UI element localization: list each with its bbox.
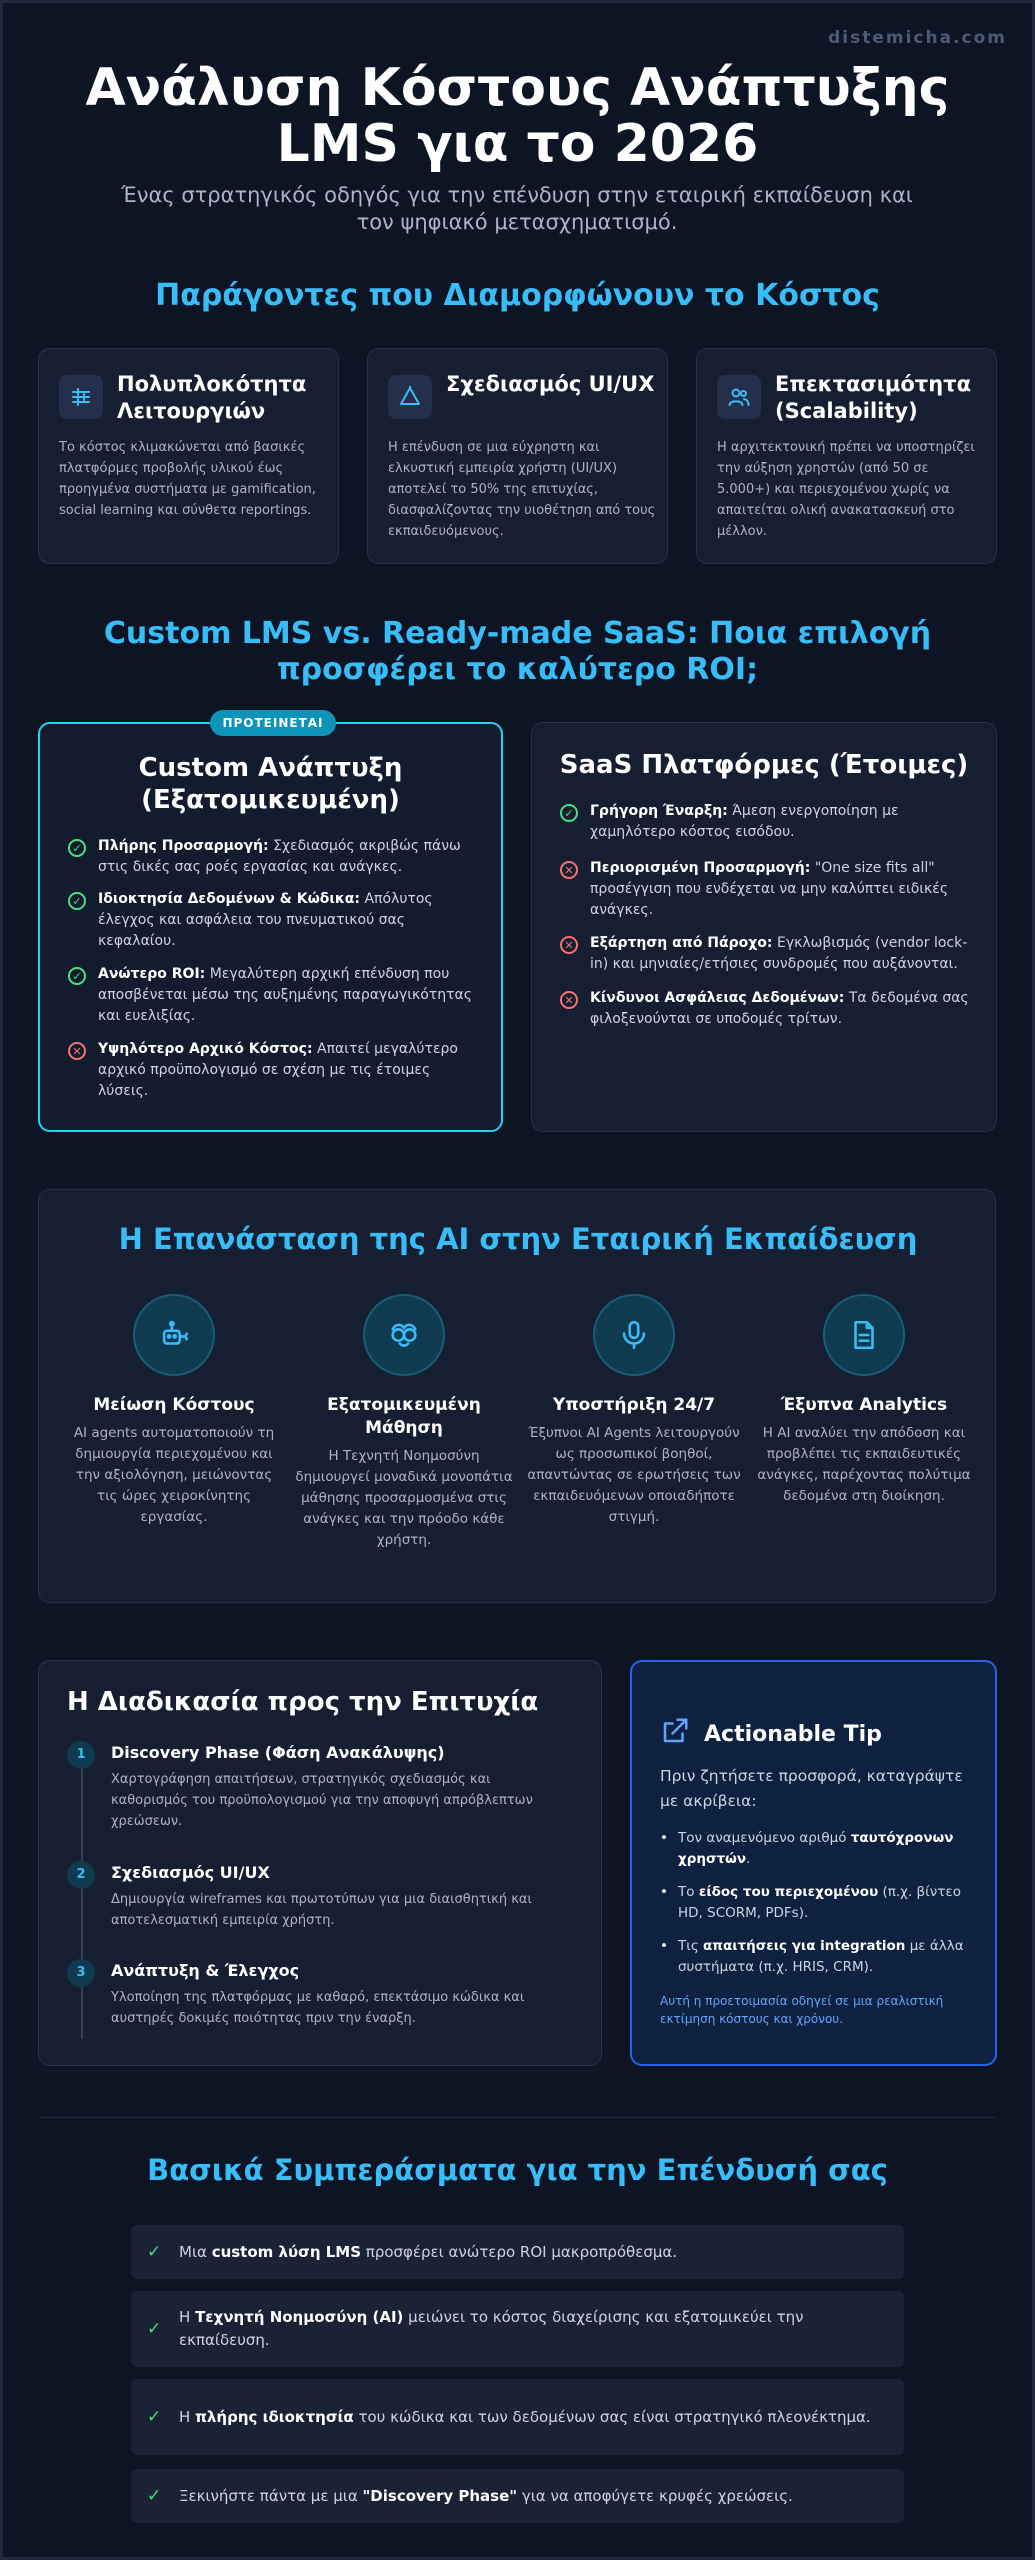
saas-card-title: SaaS Πλατφόρμες (Έτοιμες) [559,750,969,780]
sliders-icon [59,375,103,419]
custom-point [68,1039,478,1102]
ai-feature-text: AI agents αυτοματοποιούν τη δημιουργία περιεχομένου και την αξιολόγηση, μειώνοντας τις ώρες χειροκίνητης εργασίας. [73,1425,275,1525]
factor-card-uiux [367,348,668,564]
step-title: Σχεδιασμός UI/UX [111,1863,270,1882]
factors-title: Παράγοντες που Διαμορφώνουν το Κόστος [155,278,880,313]
saas-point-body: "One size fits all" προσέγγιση που ενδέχεται να μην καλύπτει ειδικές ανάγκες. [590,860,949,918]
custom-point-text [98,836,478,878]
saas-point-text [590,988,970,1030]
custom-point [68,889,478,952]
saas-point-bold: Εξάρτηση από Πάροχο: [590,935,773,951]
saas-point-body: Τα δεδομένα σας φιλοξενούνται σε υποδομές τρίτων. [590,990,969,1027]
custom-point-bold: Ανώτερο ROI: [98,966,206,982]
conclusion-bold: Τεχνητή Νοημοσύνη (AI) [195,2308,404,2326]
tip-title: Actionable Tip [704,1721,882,1747]
saas-point [560,858,970,921]
custom-development-card [38,716,503,1132]
check-circle-icon: ✓ [68,839,86,857]
conclusion-item [131,2379,904,2455]
custom-card-title [40,752,501,816]
tip-item-post: με άλλα συστήματα (π.χ. HRIS, CRM). [678,1938,964,1975]
microphone-icon [593,1294,675,1376]
comparison-title-line-1: Custom LMS vs. Ready-made SaaS: Ποια επιλογή [103,616,932,651]
users-icon [717,375,761,419]
custom-point-body: Απαιτεί μεγαλύτερο αρχικό προϋπολογισμό σε σχέση με τις έτοιμες λύσεις. [98,1041,458,1099]
brand-link[interactable]: distemicha.com [828,28,1007,48]
ai-feature-text: Έξυπνοι AI Agents λειτουργούν ως προσωπικοί βοηθοί, απαντώντας σε ερωτήσεις των εκπαιδευόμενων οποιαδήποτε στιγμή. [527,1425,741,1525]
tip-item-post: (π.χ. βίντεο HD, SCORM, PDFs). [678,1884,961,1921]
ai-feature-cost [64,1294,284,1528]
tip-item [660,1936,980,1978]
tip-item-pre: Τον αναμενόμενο αριθμό [678,1830,851,1846]
ai-feature-analytics [754,1294,974,1507]
saas-point-text [590,858,970,921]
tip-item-pre: Το [678,1884,699,1900]
tip-item-bold: απαιτήσεις για integration [703,1938,906,1954]
conclusion-text [179,2241,677,2264]
step-title: Ανάπτυξη & Έλεγχος [111,1961,300,1980]
checkmark-icon: ✓ [147,2318,162,2339]
custom-point-text [98,1039,478,1102]
tip-list [660,1828,980,1990]
comparison-title-line-2: προσφέρει το καλύτερο ROI; [276,652,759,687]
check-circle-icon: ✓ [68,967,86,985]
conclusion-pre: Ξεκινήστε πάντα με μια [179,2486,363,2505]
custom-point-bold: Ιδιοκτησία Δεδομένων & Κώδικα: [98,891,361,907]
saas-point [560,801,970,843]
custom-point-body: Σχεδιασμός ακριβώς πάνω στις δικές σας ροές εργασίας και ανάγκες. [98,838,461,875]
conclusion-pre: Η [179,2407,196,2426]
saas-point-text [590,801,970,843]
comparison-title [0,616,1035,688]
conclusion-pre: Η [179,2308,196,2326]
step-title: Discovery Phase (Φάση Ανακάλυψης) [111,1743,445,1762]
custom-point-text [98,964,478,1027]
document-analytics-icon [823,1294,905,1376]
factor-text: Η επένδυση σε μια εύχρηστη και ελκυστική εμπειρία χρήστη (UI/UX) αποτελεί το 50% της επιτυχίας, διασφαλίζοντας την υιοθέτηση από τους εκπαιδευόμενους. [388,440,656,539]
conclusion-text [179,2306,888,2352]
conclusions-title: Βασικά Συμπεράσματα για την Επένδυσή σας [147,2153,888,2187]
saas-point-bold: Γρήγορη Έναρξη: [590,803,728,819]
ai-feature-title: Εξατομικευμένη Μάθηση [327,1395,481,1438]
step-number: 2 [67,1861,95,1889]
saas-point-bold: Περιορισμένη Προσαρμογή: [590,860,811,876]
factor-title: Σχεδιασμός UI/UX [446,372,655,396]
x-circle-icon: ✕ [560,991,578,1009]
ai-revolution-section [38,1189,996,1603]
ai-feature-support [524,1294,744,1528]
factor-title: Πολυπλοκότητα Λειτουργιών [117,372,307,423]
saas-point-bold: Κίνδυνοι Ασφάλειας Δεδομένων: [590,990,845,1006]
saas-point [560,933,970,975]
process-title: Η Διαδικασία προς την Επιτυχία [67,1687,539,1717]
custom-card-title-line-2: (Εξατομικευμένη) [141,785,400,815]
conclusion-item [131,2225,904,2279]
x-circle-icon: ✕ [560,861,578,879]
ai-feature-title: Μείωση Κόστους [93,1395,255,1415]
conclusion-item [131,2291,904,2367]
saas-point-text [590,933,970,975]
factor-text: Η αρχιτεκτονική πρέπει να υποστηρίζει την αύξηση χρηστών (από 50 σε 5.000+) και περιεχομένου χωρίς να απαιτείται ολική ανακατασκευή στο μέλλον. [717,440,975,539]
check-circle-icon: ✓ [560,804,578,822]
checkmark-icon: ✓ [147,2406,162,2427]
tip-item-bold: ταυτόχρονων χρηστών [678,1830,954,1867]
x-circle-icon: ✕ [560,936,578,954]
step-text: Υλοποίηση της πλατφόρμας με καθαρό, επεκτάσιμο κώδικα και αυστηρές δοκιμές ποιότητας πριν την έναρξη. [111,1990,525,2026]
step-number: 1 [67,1741,95,1769]
external-link-icon [660,1716,690,1752]
page-subtitle: Ένας στρατηγικός οδηγός για την επένδυση στην εταιρική εκπαίδευση και τον ψηφιακό μετασχηματισμό. [121,183,913,234]
saas-platforms-card [531,722,997,1132]
check-circle-icon: ✓ [68,892,86,910]
page-title-line-1: Ανάλυση Κόστους Ανάπτυξης [85,58,950,118]
conclusion-bold: custom λύση LMS [211,2242,362,2261]
factor-card-complexity [38,348,339,564]
factor-card-scalability [696,348,997,564]
conclusion-pre: Μια [179,2242,212,2261]
timeline-line [81,1761,83,2039]
custom-point-bold: Υψηλότερο Αρχικό Κόστος: [98,1041,313,1057]
robot-icon [133,1294,215,1376]
tip-item [660,1828,980,1870]
checkmark-icon: ✓ [147,2241,162,2262]
saas-point [560,988,970,1030]
conclusion-post: για να αποφύγετε κρυφές χρεώσεις. [517,2486,793,2505]
tip-item-bold: είδος του περιεχομένου [698,1884,879,1900]
tip-item-pre: Τις [678,1938,704,1954]
section-divider [38,2117,996,2118]
custom-point [68,964,478,1027]
step-text: Χαρτογράφηση απαιτήσεων, στρατηγικός σχεδιασμός και καθορισμός του προϋπολογισμού για την αποφυγή απρόβλεπτων χρεώσεων. [111,1772,533,1829]
custom-point [68,836,478,878]
conclusion-post: προσφέρει ανώτερο ROI μακροπρόθεσμα. [361,2242,678,2261]
conclusion-bold: "Discovery Phase" [362,2486,518,2505]
custom-point-bold: Πλήρης Προσαρμογή: [98,838,269,854]
actionable-tip-card [630,1660,997,2066]
checkmark-icon: ✓ [147,2485,162,2506]
custom-point-body: Μεγαλύτερη αρχική επένδυση που αποσβένεται μέσω της αυξημένης παραγωγικότητας και ευελιξίας. [98,966,472,1024]
step-text: Δημιουργία wireframes και πρωτοτύπων για μια διαισθητική και αποτελεσματική εμπειρία χρήστη. [111,1892,532,1928]
page-title [0,60,1035,172]
tip-item-post: . [746,1851,751,1867]
ai-feature-text: Η AI αναλύει την απόδοση και προβλέπει τις εκπαιδευτικές ανάγκες, παρέχοντας πολύτιμα δεδομένα στη διοίκηση. [757,1425,971,1504]
x-circle-icon: ✕ [68,1042,86,1060]
saas-point-body: Εγκλωβισμός (vendor lock-in) και μηνιαίες/ετήσιες συνδρομές που αυξάνονται. [590,935,968,972]
recommended-badge: ΠΡΟΤΕΙΝΕΤΑΙ [210,710,336,736]
conclusion-post: του κώδικα και των δεδομένων σας είναι στρατηγικό πλεονέκτημα. [353,2407,871,2426]
saas-point-body: Άμεση ενεργοποίηση με χαμηλότερο κόστος εισόδου. [590,803,899,840]
conclusion-text [179,2485,793,2508]
process-section [38,1660,602,2066]
factor-text: Το κόστος κλιμακώνεται από βασικές πλατφόρμες προβολής υλικού έως προηγμένα συστήματα με gamification, social learning και σύνθετα reportings. [59,440,316,518]
ai-feature-title: Υποστήριξη 24/7 [552,1395,716,1415]
triangle-design-icon [388,375,432,419]
ai-feature-personalized [294,1294,514,1551]
conclusion-bold: πλήρης ιδιοκτησία [195,2407,354,2426]
ai-feature-title: Έξυπνα Analytics [780,1395,948,1415]
custom-card-title-line-1: Custom Ανάπτυξη [138,753,403,783]
custom-point-text [98,889,478,952]
page-title-line-2: LMS για το 2026 [276,114,759,174]
ai-section-title: Η Επανάσταση της AI στην Εταιρική Εκπαίδευση [118,1222,918,1256]
tip-note: Αυτή η προετοιμασία οδηγεί σε μια ρεαλιστική εκτίμηση κόστους και χρόνου. [660,1994,944,2026]
tip-header [660,1716,882,1752]
conclusion-post: μειώνει το κόστος διαχείρισης και εξατομικεύει την εκπαίδευση. [179,2308,804,2349]
ai-feature-text: Η Τεχνητή Νοημοσύνη δημιουργεί μοναδικά μονοπάτια μάθησης προσαρμοσμένα στις ανάγκες και την πρόοδο κάθε χρήστη. [295,1448,513,1548]
factor-title: Επεκτασιμότητα (Scalability) [775,372,971,423]
custom-point-body: Απόλυτος έλεγχος και ασφάλεια του πνευματικού σας κεφαλαίου. [98,891,433,949]
tip-item [660,1882,980,1924]
conclusion-text [179,2406,871,2429]
tip-intro: Πριν ζητήσετε προσφορά, καταγράψτε με ακρίβεια: [660,1767,963,1810]
step-number: 3 [67,1959,95,1987]
conclusion-item [131,2469,904,2523]
brain-icon [363,1294,445,1376]
